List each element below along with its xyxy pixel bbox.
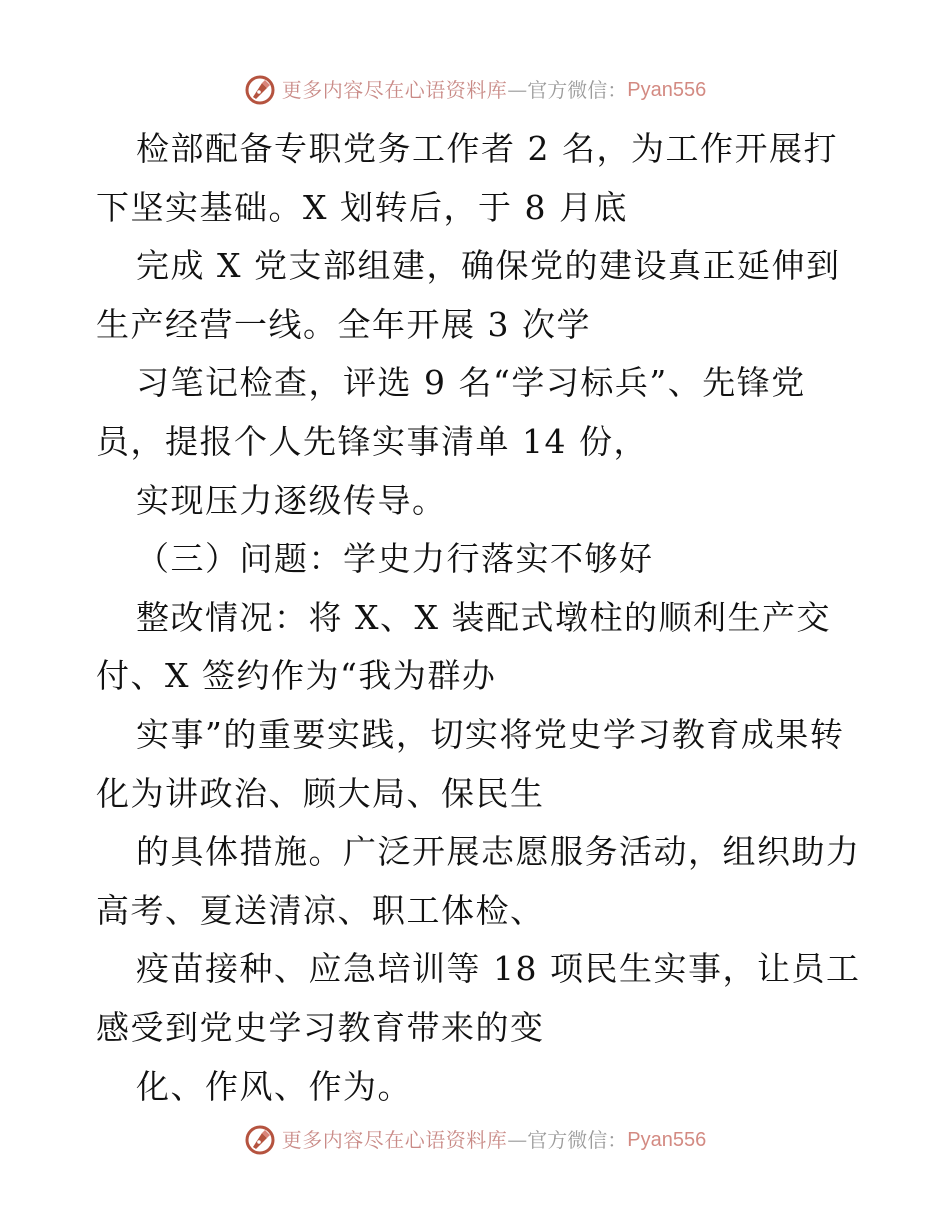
banner-wechat-account: Pyan556 [627,1129,707,1151]
footer-banner [0,1122,950,1158]
body-text-line: （三）问题：学史力行落实不够好 [136,539,654,579]
pen-nib-logo-icon [244,74,276,106]
pen-nib-logo-icon [244,1124,276,1156]
header-banner [0,72,950,108]
body-text-line: 完成 X 党支部组建，确保党的建设真正延伸到 [136,246,841,286]
body-text-line: 高考、夏送清凉、职工体检、 [96,890,545,930]
body-text-line: 感受到党史学习教育带来的变 [96,1007,545,1047]
body-text-line: 下坚实基础。X 划转后，于 8 月底 [96,187,628,227]
banner-brand-text: 更多内容尽在心语资料库 [281,78,508,102]
body-text-line: 生产经营一线。全年开展 3 次学 [96,304,591,344]
banner-brand-text: 更多内容尽在心语资料库 [281,1128,508,1152]
document-body [96,120,876,1116]
body-text-line: 的具体措施。广泛开展志愿服务活动，组织助力 [136,832,861,872]
body-text-line: 付、X 签约作为“我为群办 [96,656,497,696]
body-text-line: 整改情况：将 X、X 装配式墩柱的顺利生产交 [136,597,831,637]
body-text-line: 检部配备专职党务工作者 2 名，为工作开展打 [136,129,838,168]
body-text-line: 实现压力逐级传导。 [136,480,447,520]
banner-wechat-label: 官方微信： [527,78,628,102]
body-text-line: 习笔记检查，评选 9 名“学习标兵”、先锋党 [136,363,806,403]
banner-separator: — [507,78,528,102]
body-text-line: 实事”的重要实践，切实将党史学习教育成果转 [136,714,845,754]
body-text-line: 化、作风、作为。 [136,1066,412,1106]
body-text-line: 化为讲政治、顾大局、保民生 [96,773,545,813]
body-text-line: 员，提报个人先锋实事清单 14 份， [96,421,648,461]
banner-wechat-account: Pyan556 [627,79,707,101]
body-text-line: 疫苗接种、应急培训等 18 项民生实事，让员工 [136,949,861,989]
banner-separator: — [507,1128,528,1152]
banner-wechat-label: 官方微信： [527,1128,628,1152]
